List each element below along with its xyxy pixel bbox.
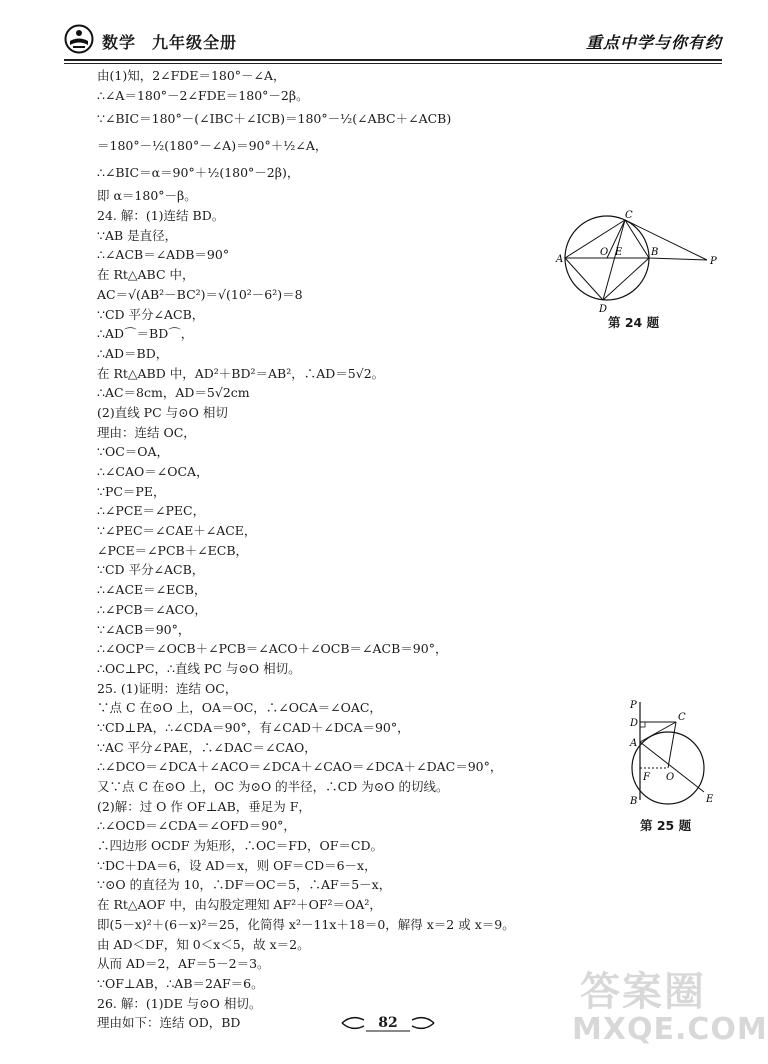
text-line: 即 α＝180°－β。 — [97, 188, 197, 204]
label-p: P — [710, 256, 717, 267]
text-line: ∴∠ACE＝∠ECB， — [97, 582, 207, 598]
label-a: A — [556, 254, 564, 265]
text-line: 24. 解：(1)连结 BD。 — [97, 208, 225, 224]
text-line: ∴∠PCE＝∠PEC， — [97, 503, 206, 519]
text-line: 理由如下：连结 OD，BD — [97, 1015, 241, 1031]
text-line: ∵⊙O 的直径为 10，∴DF＝OC＝5，∴AF＝5－x， — [97, 877, 392, 893]
label-b: B — [630, 796, 638, 807]
segment-bd — [603, 258, 649, 300]
label-o: O — [600, 247, 609, 258]
text-line: ∵CD⊥PA，∴∠CDA＝90°，有∠CAD＋∠DCA＝90°， — [97, 719, 410, 735]
text-line: ∵OC＝OA， — [97, 444, 170, 460]
text-line: ∴∠OCP＝∠OCB＋∠PCB＝∠ACO＋∠OCB＝∠ACB＝90°， — [97, 641, 448, 657]
label-c: C — [678, 712, 686, 723]
text-line: ∴四边形 OCDF 为矩形，∴OC＝FD，OF＝CD。 — [97, 838, 383, 854]
text-line: ∵CD 平分∠ACB， — [97, 306, 205, 322]
page-number-ornament — [338, 1012, 438, 1034]
figure-24-caption: 第 24 题 — [608, 315, 660, 330]
label-e: E — [706, 794, 714, 805]
label-b: B — [651, 247, 659, 258]
header-rule — [64, 59, 722, 61]
label-c: C — [625, 210, 633, 221]
text-line: 在 Rt△AOF 中，由勾股定理知 AF²＋OF²＝OA²， — [97, 897, 382, 913]
segment-oc — [668, 722, 676, 768]
text-line: ∵OF⊥AB，∴AB＝2AF＝6。 — [97, 975, 264, 991]
text-line: ∴∠CAO＝∠OCA， — [97, 464, 209, 479]
page-header — [64, 22, 722, 62]
text-line: ∵PC＝PE， — [97, 483, 166, 499]
text-line: ∵∠ACB＝90°， — [97, 621, 191, 637]
book-logo-icon — [64, 24, 94, 54]
watermark — [560, 960, 768, 1060]
text-line: ∴∠ACB＝∠ADB＝90° — [97, 247, 230, 263]
text-line: ∵AC 平分∠PAE，∴∠DAC＝∠CAO， — [97, 739, 317, 755]
text-line: 从而 AD＝2，AF＝5－2＝3。 — [97, 956, 270, 972]
text-line: 即(5－x)²＋(6－x)²＝25，化简得 x²－11x＋18＝0，解得 x＝2 或 x＝9。 — [97, 916, 515, 932]
text-line: ∴∠OCD＝∠CDA＝∠OFD＝90°， — [97, 818, 296, 834]
text-line: ∴AD⌒＝BD⌒， — [97, 326, 194, 342]
text-line: 又∵点 C 在⊙O 上，OC 为⊙O 的半径，∴CD 为⊙O 的切线。 — [97, 779, 449, 794]
text-line: ∴∠PCB＝∠ACO， — [97, 601, 207, 617]
grade-title: 九年级全册 — [152, 33, 238, 52]
text-line: 由 AD＜DF，知 0＜x＜5，故 x＝2。 — [97, 936, 310, 952]
text-line: 26. 解：(1)DE 与⊙O 相切。 — [97, 995, 262, 1011]
text-line: ∴∠DCO＝∠DCA＋∠ACO＝∠DCA＋∠CAO＝∠DCA＋∠DAC＝90°， — [97, 759, 503, 775]
text-line: (2)直线 PC 与⊙O 相切 — [97, 404, 228, 420]
header-rule-thin — [64, 63, 722, 64]
text-line: ∵AB 是直径， — [97, 227, 178, 243]
text-line: 由(1)知，2∠FDE＝180°－∠A， — [97, 68, 286, 83]
text-line: ∵CD 平分∠ACB， — [97, 562, 205, 578]
subject-title: 数学 — [102, 33, 137, 52]
label-d: D — [630, 718, 639, 729]
figure-25-diagram — [628, 700, 723, 810]
watermark-url: MXQE.COM — [572, 1012, 768, 1047]
text-line: ∴∠BIC＝α＝90°＋½(180°－2β)， — [97, 165, 300, 181]
text-line: ∵点 C 在⊙O 上，OA＝OC，∴∠OCA＝∠OAC， — [97, 700, 382, 716]
text-line: ∴OC⊥PC，∴直线 PC 与⊙O 相切。 — [97, 660, 301, 676]
text-line: 25. (1)证明：连结 OC， — [97, 680, 238, 696]
watermark-title: 答案圈 — [580, 969, 706, 1015]
text-line: ∠PCE＝∠PCB＋∠ECB， — [97, 542, 249, 558]
text-line: ∴AD＝BD， — [97, 345, 169, 361]
segment-ae — [640, 742, 704, 792]
label-o: O — [666, 772, 675, 783]
label-d: D — [599, 304, 608, 315]
label-e: E — [615, 247, 623, 258]
text-line: 理由：连结 OC， — [97, 424, 196, 440]
label-f: F — [643, 772, 650, 783]
text-line: 在 Rt△ABD 中，AD²＋BD²＝AB²，∴AD＝5√2。 — [97, 365, 385, 381]
text-line: ∴∠A＝180°－2∠FDE＝180°－2β。 — [97, 87, 309, 103]
text-line: AC＝√(AB²－BC²)＝√(10²－6²)＝8 — [97, 286, 303, 302]
text-line: 在 Rt△ABC 中， — [97, 267, 195, 283]
right-angle-d — [640, 722, 645, 727]
text-line: (2)解：过 O 作 OF⊥AB，垂足为 F， — [97, 798, 311, 814]
text-line: ∵∠BIC＝180°－(∠IBC＋∠ICB)＝180°－½(∠ABC＋∠ACB) — [97, 111, 452, 127]
label-a: A — [630, 738, 638, 749]
label-p: P — [630, 700, 637, 711]
series-brand: 重点中学与你有约 — [585, 33, 722, 52]
page-number: 82 — [378, 1015, 398, 1031]
text-line: ∵∠PEC＝∠CAE＋∠ACE， — [97, 523, 257, 539]
solution-text — [97, 66, 697, 1033]
figure-25-caption: 第 25 题 — [640, 818, 692, 833]
segment-bp — [649, 258, 707, 260]
text-line: ∵DC＋DA＝6，设 AD＝x，则 OF＝CD＝6－x， — [97, 857, 377, 873]
text-line: ＝180°－½(180°－∠A)＝90°＋½∠A， — [97, 138, 328, 154]
text-line: ∴AC＝8cm，AD＝5√2cm — [97, 385, 250, 401]
